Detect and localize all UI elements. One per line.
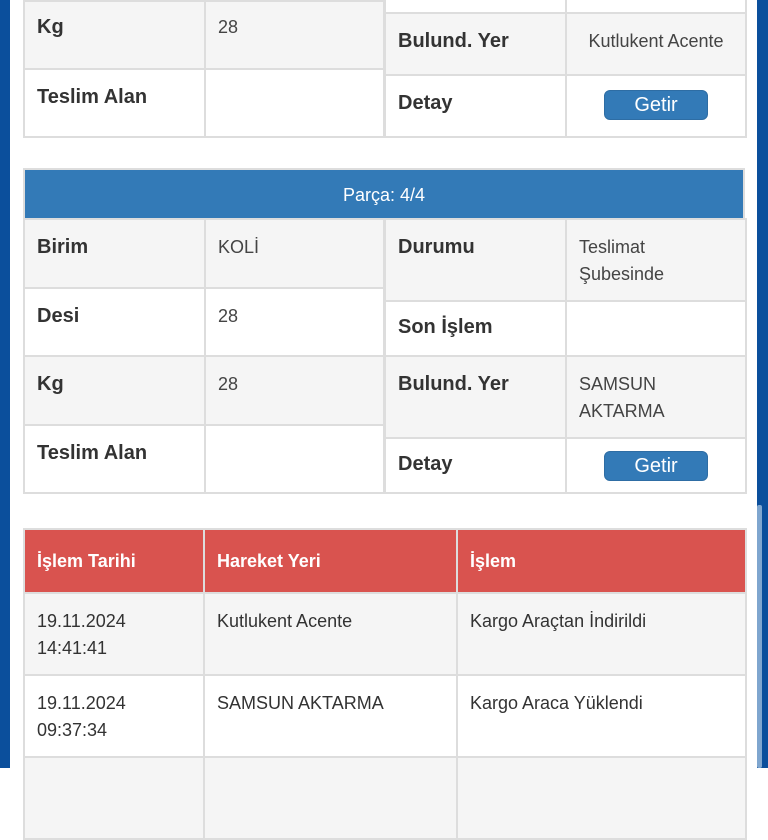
getir-button[interactable]: Getir [604, 90, 708, 120]
teslim-alan-label: Teslim Alan [24, 425, 205, 493]
date: 19.11.2024 [37, 693, 126, 713]
kg-value: 28 [205, 356, 384, 425]
row-date [24, 593, 204, 675]
table-row [24, 757, 746, 839]
date: 19.11.2024 [37, 611, 126, 631]
detay-label: Detay [385, 75, 566, 137]
kg-label: Kg [24, 356, 205, 425]
table-row [24, 675, 746, 757]
time: 09:37:34 [37, 720, 108, 740]
kg-value: 28 [205, 1, 384, 69]
teslim-alan-label: Teslim Alan [24, 69, 205, 137]
bulund-yer-label: Bulund. Yer [385, 356, 566, 438]
detay-label: Detay [385, 438, 566, 493]
time: 14:41:41 [37, 638, 108, 658]
row-place: Kutlukent Acente [204, 593, 457, 675]
row-action: Kargo Araca Yüklendi [457, 675, 746, 757]
bulund-yer-value-line1: SAMSUN [579, 374, 657, 394]
header-hareket-yeri: Hareket Yeri [204, 529, 457, 593]
birim-value: KOLİ [205, 219, 384, 288]
teslim-alan-value [205, 425, 384, 493]
getir-button[interactable]: Getir [604, 451, 708, 481]
teslim-alan-value [205, 69, 384, 137]
part-header: Parça: 4/4 [23, 168, 745, 218]
bulund-yer-value [566, 356, 746, 438]
son-islem-value [566, 301, 746, 356]
row-date [24, 675, 204, 757]
row-action: Kargo Araçtan İndirildi [457, 593, 746, 675]
scrollbar[interactable] [757, 505, 762, 768]
part-4-panel [23, 168, 745, 496]
header-islem: İşlem [457, 529, 746, 593]
durumu-value-line1: Teslimat [579, 237, 646, 257]
durumu-value [566, 219, 746, 301]
table-row [24, 593, 746, 675]
son-islem-label: Son İşlem [385, 301, 566, 356]
row-place: SAMSUN AKTARMA [204, 675, 457, 757]
kg-label: Kg [24, 1, 205, 69]
bulund-yer-value: Kutlukent Acente [566, 13, 746, 75]
movements-table [23, 528, 745, 840]
desi-value: 28 [205, 288, 384, 356]
birim-label: Birim [24, 219, 205, 288]
header-islem-tarihi: İşlem Tarihi [24, 529, 204, 593]
durumu-value-line2: Şubesinde [579, 264, 665, 284]
desi-label: Desi [24, 288, 205, 356]
bulund-yer-label: Bulund. Yer [385, 13, 566, 75]
durumu-label: Durumu [385, 219, 566, 301]
bulund-yer-value-line2: AKTARMA [579, 401, 665, 421]
left-frame-border [0, 0, 10, 768]
